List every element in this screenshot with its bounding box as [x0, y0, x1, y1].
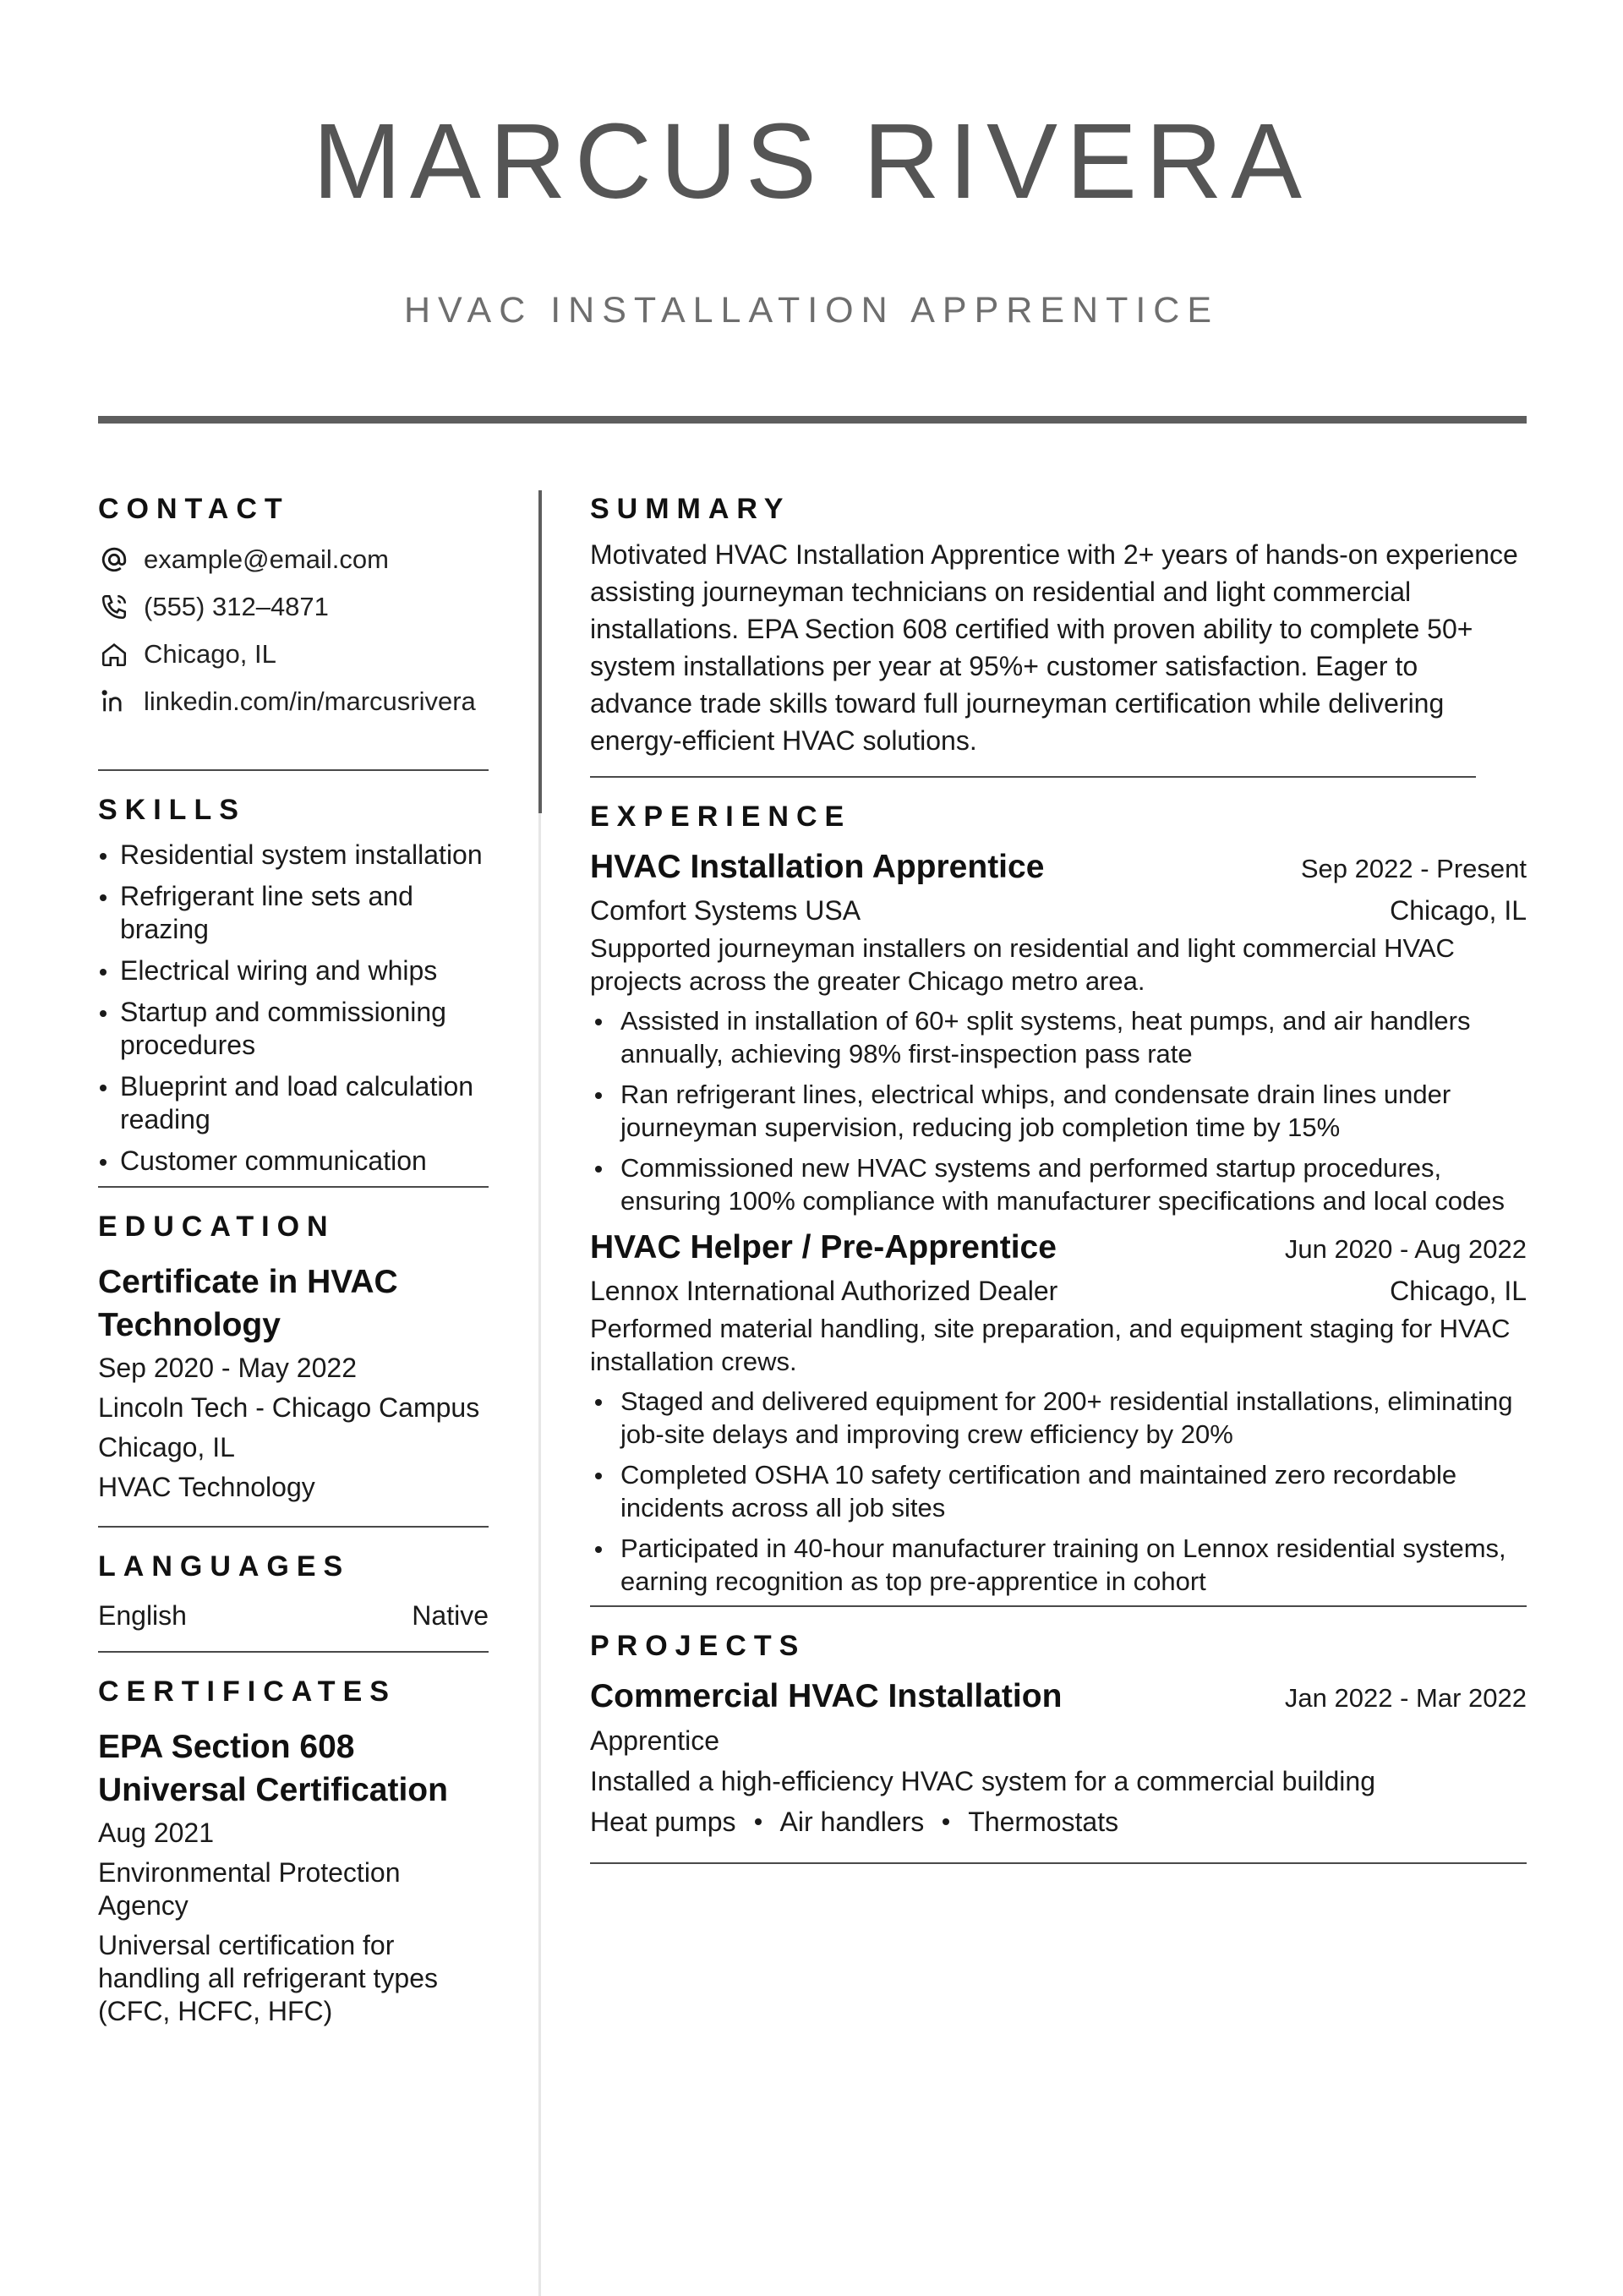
- section-divider: [98, 1186, 489, 1188]
- skill-item: Startup and commissioning procedures: [98, 996, 489, 1062]
- education-degree: Certificate in HVAC Technology: [98, 1264, 398, 1343]
- job-dates: Jun 2020 - Aug 2022: [1284, 1234, 1527, 1264]
- contact-phone[interactable]: [98, 583, 489, 631]
- language-name: English: [98, 1600, 187, 1631]
- job-bullet: Completed OSHA 10 safety certification and maintained zero recordable incidents across all job sites: [590, 1458, 1527, 1524]
- education-dates: Sep 2020 - May 2022: [98, 1353, 357, 1383]
- job-bullet: Participated in 40-hour manufacturer training on Lennox residential systems, earning recognition as top pre-apprentice in cohort: [590, 1532, 1527, 1598]
- skill-item: Customer communication: [98, 1145, 489, 1178]
- phone-icon: [98, 591, 130, 623]
- contact-heading: CONTACT: [98, 493, 290, 525]
- section-divider: [590, 1605, 1527, 1607]
- summary-section: [590, 489, 1527, 759]
- skill-item: Refrigerant line sets and brazing: [98, 880, 489, 946]
- certificate-issuer: Environmental Protection Agency: [98, 1857, 401, 1921]
- project-tag: Thermostats: [968, 1807, 1119, 1837]
- section-divider: [98, 769, 489, 771]
- experience-heading: EXPERIENCE: [590, 801, 852, 833]
- contact-linkedin[interactable]: [98, 678, 489, 725]
- project-description: Installed a high-efficiency HVAC system for a commercial building: [590, 1766, 1375, 1796]
- project-entry: [590, 1675, 1527, 1842]
- header-divider: [98, 416, 1527, 424]
- tag-separator: [755, 1818, 762, 1825]
- job-dates: Sep 2022 - Present: [1300, 854, 1527, 883]
- education-school: Lincoln Tech - Chicago Campus: [98, 1392, 480, 1423]
- project-role: Apprentice: [590, 1725, 719, 1756]
- column-divider: [538, 490, 542, 813]
- job-company: Lennox International Authorized Dealer: [590, 1276, 1058, 1306]
- skills-heading: SKILLS: [98, 794, 246, 826]
- languages-heading: LANGUAGES: [98, 1550, 351, 1583]
- skill-item: Electrical wiring and whips: [98, 954, 489, 987]
- job-location: Chicago, IL: [1390, 1276, 1527, 1306]
- contact-email[interactable]: [98, 536, 489, 583]
- candidate-title: HVAC INSTALLATION APPRENTICE: [403, 290, 1220, 331]
- left-column: [98, 489, 489, 2028]
- job-bullet: Staged and delivered equipment for 200+ residential installations, eliminating job-site delays and improving crew efficiency by 20%: [590, 1385, 1527, 1451]
- contact-linkedin-text: linkedin.com/in/marcusrivera: [144, 686, 476, 716]
- section-divider: [98, 1651, 489, 1653]
- summary-text: Motivated HVAC Installation Apprentice with 2+ years of hands-on experience assisting journeyman technicians on residential and light commercial installations. EPA Section 608 certified with proven ability to complete 50+ system installations per year at 95%+ customer satisfaction. Eager to advance trade skills toward full journeyman certification while delivering energy-efficient HVAC solutions.: [590, 539, 1518, 756]
- skill-item: Blueprint and load calculation reading: [98, 1070, 489, 1136]
- language-row: [98, 1599, 489, 1632]
- candidate-name: MARCUS RIVERA: [312, 101, 1311, 221]
- section-divider: [98, 1526, 489, 1528]
- section-divider: [590, 1862, 1527, 1864]
- certificate-description: Universal certification for handling all refrigerant types (CFC, HCFC, HFC): [98, 1930, 439, 2026]
- skills-section: [98, 790, 489, 1178]
- job-description: Performed material handling, site preparation, and equipment staging for HVAC installation crews.: [590, 1314, 1511, 1376]
- linkedin-icon: [98, 686, 130, 718]
- projects-heading: PROJECTS: [590, 1630, 806, 1662]
- certificate-title: EPA Section 608 Universal Certification: [98, 1729, 448, 1808]
- projects-section: [590, 1626, 1527, 1842]
- job-bullet: Assisted in installation of 60+ split systems, heat pumps, and air handlers annually, achieving 98% first-inspection pass rate: [590, 1004, 1527, 1070]
- contact-location-text: Chicago, IL: [144, 639, 276, 669]
- languages-section: [98, 1546, 489, 1632]
- home-icon: [98, 638, 130, 670]
- contact-section: [98, 489, 489, 725]
- job-entry: [590, 1226, 1527, 1598]
- job-location: Chicago, IL: [1390, 895, 1527, 926]
- certificates-heading: CERTIFICATES: [98, 1676, 396, 1708]
- job-description: Supported journeyman installers on residential and light commercial HVAC projects across the greater Chicago metro area.: [590, 933, 1455, 996]
- education-location: Chicago, IL: [98, 1432, 235, 1462]
- job-title: HVAC Helper / Pre-Apprentice: [590, 1229, 1057, 1266]
- contact-location: [98, 631, 489, 678]
- contact-email-text: example@email.com: [144, 544, 389, 574]
- certificate-date: Aug 2021: [98, 1818, 215, 1848]
- at-icon: [98, 544, 130, 576]
- tag-separator: [943, 1818, 949, 1825]
- column-divider-light: [538, 813, 541, 2296]
- skill-item: Residential system installation: [98, 839, 489, 872]
- job-title: HVAC Installation Apprentice: [590, 849, 1045, 885]
- job-company: Comfort Systems USA: [590, 895, 861, 926]
- certificates-section: [98, 1671, 489, 2028]
- project-tag: Heat pumps: [590, 1807, 736, 1837]
- job-bullet: Ran refrigerant lines, electrical whips, and condensate drain lines under journeyman supervision, reducing job completion time by 15%: [590, 1078, 1527, 1144]
- contact-phone-text: (555) 312–4871: [144, 592, 329, 621]
- job-bullets: [590, 1385, 1527, 1598]
- project-title: Commercial HVAC Installation: [590, 1678, 1063, 1714]
- experience-section: [590, 796, 1527, 1598]
- project-tags: [590, 1801, 1527, 1842]
- summary-heading: SUMMARY: [590, 493, 791, 525]
- education-section: [98, 1206, 489, 1504]
- project-dates: Jan 2022 - Mar 2022: [1284, 1683, 1527, 1713]
- section-divider: [590, 776, 1476, 778]
- job-entry: [590, 845, 1527, 1217]
- job-bullet: Commissioned new HVAC systems and performed startup procedures, ensuring 100% compliance with manufacturer specifications and local codes: [590, 1151, 1527, 1217]
- job-bullets: [590, 1004, 1527, 1217]
- education-heading: EDUCATION: [98, 1211, 336, 1243]
- project-tag: Air handlers: [779, 1807, 925, 1837]
- skills-list: [98, 839, 489, 1178]
- right-column: [590, 489, 1527, 1864]
- education-field: HVAC Technology: [98, 1472, 315, 1502]
- language-level: Native: [412, 1600, 489, 1631]
